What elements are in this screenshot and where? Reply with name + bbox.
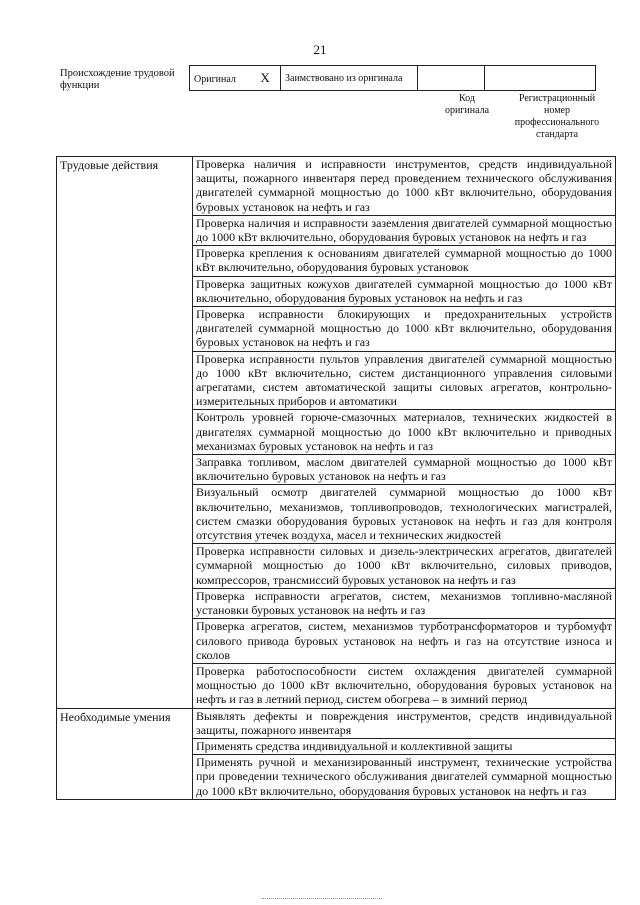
page-number: 21 <box>313 42 327 57</box>
labor-action-item: Проверка исправности агрегатов, систем, механизмов топливно-масляной установки буровых установок на нефть и газ <box>193 588 616 618</box>
labor-action-item: Проверка наличия и исправности заземления двигателей суммарной мощностью до 1000 кВт включительно, оборудования буровых установок на нефть и газ <box>193 215 616 245</box>
labor-action-item: Проверка работоспособности систем охлаждения двигателей суммарной мощностью до 1000 кВт включительно, оборудования буровых установок на нефть и газ в летний период, систем обогрева – в зимний период <box>193 663 616 708</box>
skills-heading: Необходимые умения <box>57 708 193 799</box>
code-cell <box>418 66 485 91</box>
original-label: Оригинал <box>194 74 236 85</box>
original-mark: X <box>260 70 270 85</box>
labor-action-item: Контроль уровней горюче-смазочных материалов, технических жидкостей в двигателях суммарной мощностью до 1000 кВт включительно и приводных механизмах буровых установок на нефть и газ <box>193 410 616 455</box>
functions-table <box>56 156 616 800</box>
borrowed-cell: Заимствовано из оригинала <box>281 66 418 91</box>
labor-action-item: Проверка исправности пультов управления двигателей суммарной мощностью до 1000 кВт включительно, систем дистанционного управления силовыми агрегатами, систем автоматической защиты силовых агрегатов, контрольно-измерительных приборов и автоматики <box>193 351 616 410</box>
code-caption: Код оригинала <box>444 93 490 116</box>
labor-action-item: Проверка защитных кожухов двигателей суммарной мощностью до 1000 кВт включительно, оборудования буровых установок на нефть и газ <box>193 276 616 306</box>
labor-action-item: Визуальный осмотр двигателей суммарной мощностью до 1000 кВт включительно, механизмов, топливопроводов, технологических магистралей, систем смазки оборудования буровых установок на нефть и газ для контроля отсутствия утечек воздуха, масел и технических жидкостей <box>193 485 616 544</box>
skill-item: Выявлять дефекты и повреждения инструментов, средств индивидуальной защиты, пожарного инвентаря <box>193 708 616 738</box>
labor-action-item: Проверка агрегатов, систем, механизмов турботрансформаторов и турбомуфт силового привода буровых установок на нефть и газ на отсутствие износа и сколов <box>193 619 616 664</box>
original-cell <box>190 66 281 91</box>
table-row <box>57 708 616 738</box>
labor-action-item: Проверка наличия и исправности инструментов, средств индивидуальной защиты, пожарного инвентаря перед проведением технического обслуживания двигателей суммарной мощностью до 1000 кВт включительно, оборудования буровых установок на нефть и газ <box>193 157 616 216</box>
labor-action-item: Проверка исправности блокирующих и предохранительных устройств двигателей суммарной мощностью до 1000 кВт включительно, оборудования буровых установок на нефть и газ <box>193 307 616 352</box>
skill-item: Применять средства индивидуальной и коллективной защиты <box>193 738 616 754</box>
scan-artifact <box>262 898 382 902</box>
table-row <box>57 157 616 216</box>
origin-label: Происхождение трудовой функции <box>60 68 175 91</box>
labor-action-item: Заправка топливом, маслом двигателей суммарной мощностью до 1000 кВт включительно буровых установок на нефть и газ <box>193 455 616 485</box>
reg-caption: Регистрационный номер профессионального стандарта <box>514 93 600 140</box>
labor-action-item: Проверка крепления к основаниям двигателей суммарной мощностью до 1000 кВт включительно, оборудования буровых установок <box>193 246 616 276</box>
reg-number-cell <box>485 66 596 91</box>
labor-actions-heading: Трудовые действия <box>57 157 193 709</box>
origin-table <box>189 65 596 91</box>
skill-item: Применять ручной и механизированный инструмент, технические устройства при проведении технического обслуживания двигателей суммарной мощностью до 1000 кВт включительно, оборудования буровых установок на нефть и газ <box>193 755 616 800</box>
labor-action-item: Проверка исправности силовых и дизель-электрических агрегатов, двигателей суммарной мощностью до 1000 кВт включительно, силовых приводов, компрессоров, трансмиссий буровых установок на нефть и газ <box>193 544 616 589</box>
